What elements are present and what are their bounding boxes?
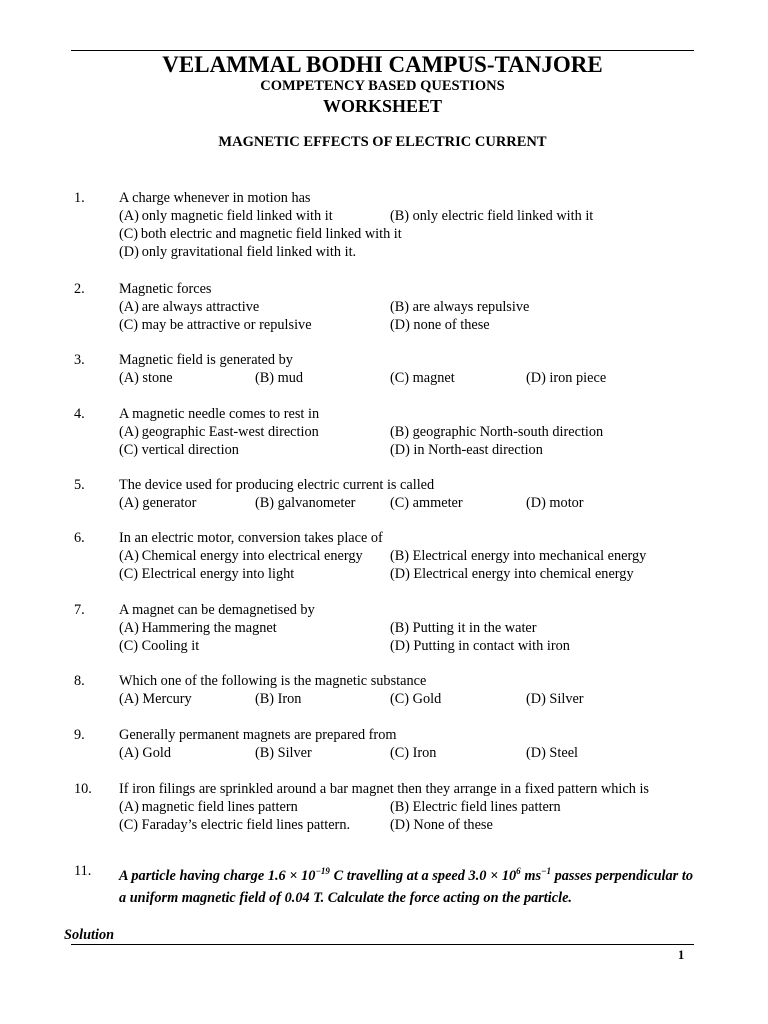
question-number: 9.: [74, 727, 85, 743]
option-d: (D) in North-east direction: [390, 442, 543, 458]
question-text: A magnet can be demagnetised by: [119, 602, 315, 618]
question-number: 7.: [74, 602, 85, 618]
option-c: (C) may be attractive or repulsive: [119, 317, 312, 333]
option-d: (D) only gravitational field linked with it.: [119, 244, 357, 260]
q11-exponent: −19: [315, 866, 330, 876]
question-text: Generally permanent magnets are prepared from: [119, 727, 397, 743]
q11-text-part: C travelling at a speed 3.0 × 10: [329, 867, 517, 884]
q11-text-part: passes perpendicular to a uniform magnetic field of 0.04 T. Calculate the force acting on the particle.: [119, 867, 693, 907]
option-d: (D) iron piece: [526, 370, 607, 386]
question-11-text: [119, 860, 693, 910]
question-text: The device used for producing electric current is called: [119, 477, 435, 493]
top-rule: [71, 50, 694, 51]
option-b: (B) Iron: [255, 691, 302, 707]
question-number: 5.: [74, 477, 85, 493]
question-number: 3.: [74, 352, 85, 368]
question-number: 2.: [74, 281, 85, 297]
option-c: (C) Electrical energy into light: [119, 566, 295, 582]
q11-text-part: ms: [520, 867, 542, 884]
q11-exponent: 6: [516, 866, 521, 876]
option-b: (B) Electrical energy into mechanical energy: [390, 548, 647, 564]
solution-label: Solution: [64, 927, 115, 943]
option-a: (A) generator: [119, 495, 197, 511]
question-text: Magnetic forces: [119, 281, 212, 297]
option-c: (C) Faraday’s electric field lines pattern.: [119, 817, 351, 833]
topic-title: MAGNETIC EFFECTS OF ELECTRIC CURRENT: [218, 134, 547, 150]
question-number: 10.: [74, 781, 92, 797]
option-a: (A) geographic East-west direction: [119, 424, 319, 440]
bottom-rule: [71, 944, 694, 945]
option-a: (A) stone: [119, 370, 173, 386]
option-c: (C) Cooling it: [119, 638, 200, 654]
option-a: (A) magnetic field lines pattern: [119, 799, 298, 815]
option-a: (A) Gold: [119, 745, 172, 761]
option-d: (D) Putting in contact with iron: [390, 638, 570, 654]
question-number: 6.: [74, 530, 85, 546]
question-number: 4.: [74, 406, 85, 422]
option-c: (C) magnet: [390, 370, 455, 386]
school-name: VELAMMAL BODHI CAMPUS-TANJORE: [162, 52, 603, 77]
question-text: Magnetic field is generated by: [119, 352, 293, 368]
question-number: 1.: [74, 190, 85, 206]
option-b: (B) Silver: [255, 745, 312, 761]
option-c: (C) Iron: [390, 745, 437, 761]
option-b: (B) are always repulsive: [390, 299, 530, 315]
option-d: (D) None of these: [390, 817, 493, 833]
option-a: (A) are always attractive: [119, 299, 260, 315]
option-b: (B) geographic North-south direction: [390, 424, 604, 440]
option-b: (B) Putting it in the water: [390, 620, 537, 636]
option-b: (B) galvanometer: [255, 495, 356, 511]
subtitle: COMPETENCY BASED QUESTIONS: [260, 78, 505, 94]
option-b: (B) only electric field linked with it: [390, 208, 594, 224]
option-c: (C) vertical direction: [119, 442, 239, 458]
q11-text-part: A particle having charge 1.6 × 10: [119, 867, 316, 884]
option-b: (B) mud: [255, 370, 304, 386]
option-c: (C) both electric and magnetic field linked with it: [119, 226, 402, 242]
option-a: (A) Hammering the magnet: [119, 620, 277, 636]
q11-exponent: −1: [541, 866, 551, 876]
worksheet-title: WORKSHEET: [322, 96, 443, 116]
question-number: 8.: [74, 673, 85, 689]
option-d: (D) Electrical energy into chemical energy: [390, 566, 634, 582]
option-d: (D) none of these: [390, 317, 490, 333]
question-text: If iron filings are sprinkled around a bar magnet then they arrange in a fixed pattern which is: [119, 781, 649, 797]
option-a: (A) Mercury: [119, 691, 192, 707]
question-text: A magnetic needle comes to rest in: [119, 406, 320, 422]
option-a: (A) Chemical energy into electrical energy: [119, 548, 363, 564]
option-c: (C) Gold: [390, 691, 442, 707]
question-text: Which one of the following is the magnetic substance: [119, 673, 427, 689]
page-number: 1: [678, 948, 685, 962]
option-a: (A) only magnetic field linked with it: [119, 208, 333, 224]
question-text: A charge whenever in motion has: [119, 190, 311, 206]
question-text: In an electric motor, conversion takes place of: [119, 530, 383, 546]
question-11-number: 11.: [74, 863, 92, 879]
option-d: (D) motor: [526, 495, 584, 511]
option-c: (C) ammeter: [390, 495, 463, 511]
option-b: (B) Electric field lines pattern: [390, 799, 561, 815]
option-d: (D) Silver: [526, 691, 584, 707]
option-d: (D) Steel: [526, 745, 579, 761]
